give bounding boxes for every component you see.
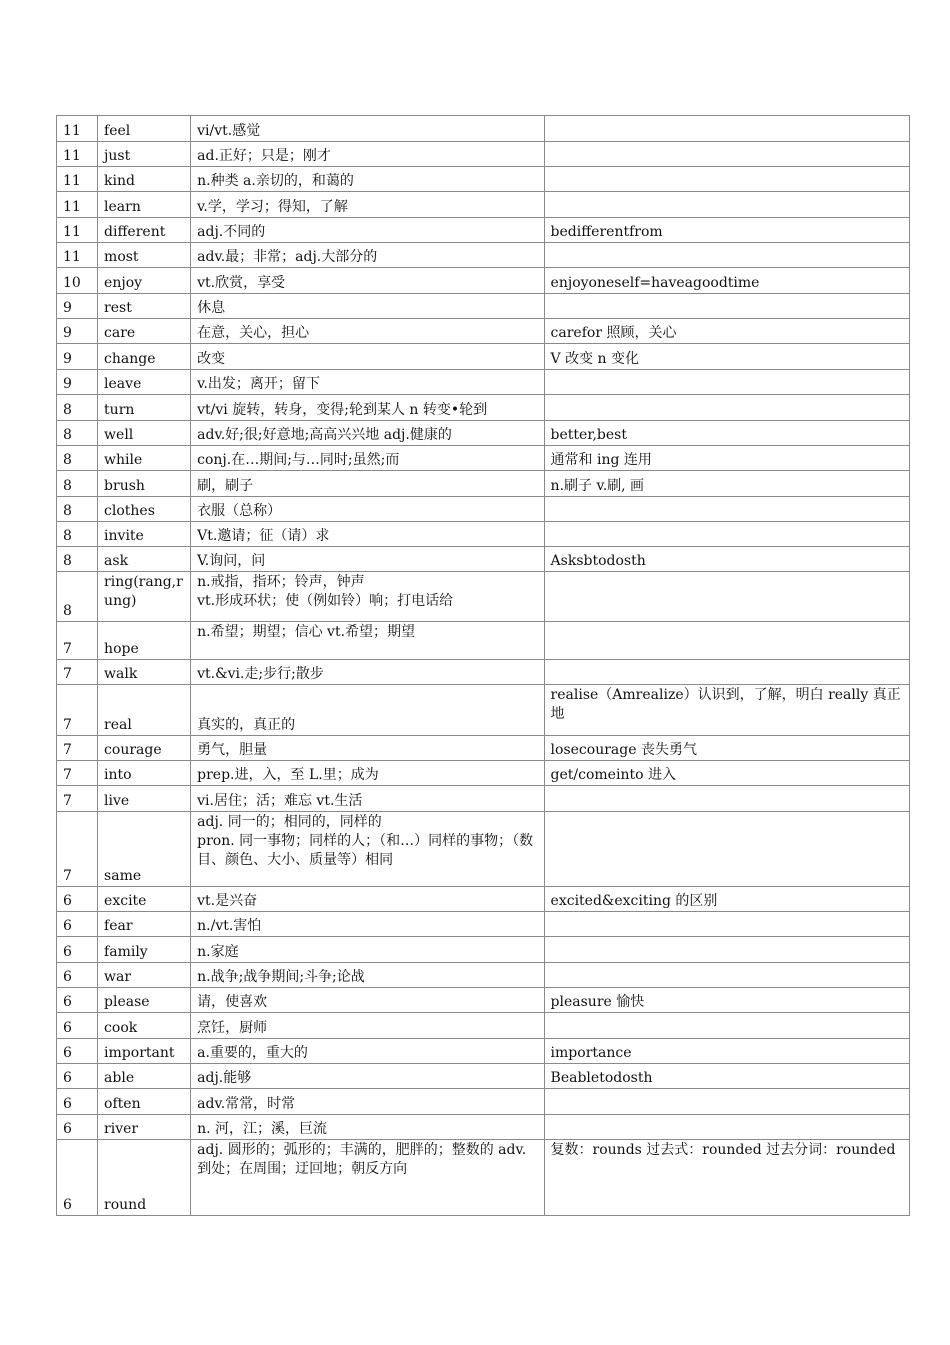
meaning-cell [191, 1039, 544, 1064]
note-cell [544, 294, 909, 319]
frequency-cell: 11 [57, 218, 98, 243]
word-cell: river [98, 1115, 191, 1140]
note-cell [544, 912, 909, 937]
frequency-cell: 6 [57, 988, 98, 1013]
vocabulary-table [56, 115, 910, 1216]
frequency-cell: 7 [57, 812, 98, 887]
table-row [57, 547, 910, 572]
meaning-line: v.出发；离开；留下 [197, 376, 320, 392]
note-line: carefor 照顾，关心 [550, 325, 677, 341]
meaning-cell [191, 622, 544, 660]
word-cell: brush [98, 471, 191, 497]
note-cell [544, 1013, 909, 1039]
note-cell [544, 660, 909, 685]
word-cell: able [98, 1064, 191, 1089]
word-cell: real [98, 685, 191, 736]
frequency-cell: 8 [57, 522, 98, 547]
word-cell: family [98, 937, 191, 963]
note-line: Beabletodosth [550, 1070, 653, 1086]
meaning-line: vi/vt.感觉 [197, 123, 261, 139]
frequency-cell: 6 [57, 912, 98, 937]
frequency-cell: 8 [57, 446, 98, 471]
meaning-line: v.学，学习；得知，了解 [197, 199, 348, 215]
meaning-line: Vt.邀请；征（请）求 [197, 528, 330, 544]
table-row [57, 1039, 910, 1064]
frequency-cell: 6 [57, 1013, 98, 1039]
table-row [57, 395, 910, 421]
note-line: Asksbtodosth [550, 553, 646, 569]
meaning-cell [191, 192, 544, 218]
meaning-line: adv.常常，时常 [197, 1096, 296, 1112]
table-row [57, 294, 910, 319]
note-cell [544, 1089, 909, 1115]
word-cell: learn [98, 192, 191, 218]
note-cell [544, 572, 909, 622]
frequency-cell: 11 [57, 192, 98, 218]
note-cell [544, 685, 909, 736]
word-cell: please [98, 988, 191, 1013]
meaning-line: a.重要的，重大的 [197, 1045, 308, 1061]
frequency-cell: 11 [57, 116, 98, 142]
meaning-line: adv.最；非常；adj.大部分的 [197, 249, 378, 265]
table-row [57, 572, 910, 622]
note-cell [544, 344, 909, 370]
note-line: n.刷子 v.刷, 画 [550, 478, 645, 494]
word-cell: often [98, 1089, 191, 1115]
meaning-cell [191, 142, 544, 167]
table-row [57, 522, 910, 547]
note-cell [544, 1039, 909, 1064]
frequency-cell: 9 [57, 370, 98, 395]
word-cell: just [98, 142, 191, 167]
frequency-cell: 6 [57, 937, 98, 963]
word-cell: leave [98, 370, 191, 395]
frequency-cell: 7 [57, 786, 98, 812]
table-row [57, 142, 910, 167]
frequency-cell: 7 [57, 761, 98, 786]
meaning-cell [191, 912, 544, 937]
meaning-line: vi.居住；活；难忘 vt.生活 [197, 793, 363, 809]
table-row [57, 761, 910, 786]
word-cell: care [98, 319, 191, 344]
word-cell: invite [98, 522, 191, 547]
note-cell [544, 1064, 909, 1089]
note-line: 通常和 ing 连用 [550, 452, 652, 468]
word-cell: turn [98, 395, 191, 421]
frequency-cell: 11 [57, 142, 98, 167]
table-row [57, 812, 910, 887]
table-row [57, 370, 910, 395]
table-row [57, 446, 910, 471]
note-line: V 改变 n 变化 [550, 351, 640, 367]
frequency-cell: 6 [57, 1115, 98, 1140]
meaning-cell [191, 446, 544, 471]
word-cell: excite [98, 887, 191, 912]
meaning-cell [191, 421, 544, 446]
note-cell [544, 192, 909, 218]
note-cell [544, 547, 909, 572]
table-row [57, 243, 910, 268]
meaning-line: n.种类 a.亲切的，和蔼的 [197, 173, 354, 189]
frequency-cell: 7 [57, 622, 98, 660]
note-cell [544, 268, 909, 294]
table-row [57, 192, 910, 218]
table-row [57, 218, 910, 243]
note-cell [544, 963, 909, 988]
word-cell: cook [98, 1013, 191, 1039]
meaning-line: adj.不同的 [197, 224, 266, 240]
meaning-cell [191, 218, 544, 243]
meaning-line: vt.形成环状；使（例如铃）响；打电话给 [197, 593, 454, 609]
meaning-line: 在意，关心，担心 [197, 325, 310, 341]
word-cell: into [98, 761, 191, 786]
word-cell: round [98, 1140, 191, 1216]
table-row [57, 497, 910, 522]
word-cell: clothes [98, 497, 191, 522]
word-cell: change [98, 344, 191, 370]
meaning-line: n.戒指，指环；铃声，钟声 [197, 574, 365, 590]
note-cell [544, 319, 909, 344]
meaning-cell [191, 685, 544, 736]
meaning-line: 改变 [197, 351, 226, 367]
meaning-cell [191, 497, 544, 522]
note-cell [544, 1115, 909, 1140]
meaning-line: 真实的，真正的 [197, 717, 296, 733]
frequency-cell: 10 [57, 268, 98, 294]
word-cell: ask [98, 547, 191, 572]
table-row [57, 622, 910, 660]
meaning-line: adj. 圆形的；弧形的；丰满的，肥胖的；整数的 adv. 到处；在周围；迂回地；朝反方向 [197, 1142, 527, 1177]
frequency-cell: 9 [57, 319, 98, 344]
table-row [57, 988, 910, 1013]
table-row [57, 685, 910, 736]
meaning-cell [191, 1115, 544, 1140]
frequency-cell: 7 [57, 660, 98, 685]
table-row [57, 319, 910, 344]
frequency-cell: 6 [57, 1064, 98, 1089]
frequency-cell: 8 [57, 572, 98, 622]
note-cell [544, 167, 909, 192]
meaning-line: prep.进，入，至 L.里；成为 [197, 767, 379, 783]
word-cell: important [98, 1039, 191, 1064]
meaning-cell [191, 1064, 544, 1089]
word-cell: well [98, 421, 191, 446]
meaning-line: adj. 同一的；相同的，同样的 [197, 814, 382, 830]
word-cell: courage [98, 736, 191, 761]
note-line: get/comeinto 进入 [550, 767, 676, 783]
meaning-line: n.希望；期望；信心 vt.希望；期望 [197, 624, 416, 640]
table-row [57, 1089, 910, 1115]
meaning-line: 请，使喜欢 [197, 994, 268, 1010]
meaning-line: n. 河，江；溪，巨流 [197, 1121, 328, 1137]
meaning-line: 勇气，胆量 [197, 742, 268, 758]
meaning-line: ad.正好；只是；刚才 [197, 148, 331, 164]
frequency-cell: 6 [57, 887, 98, 912]
meaning-cell [191, 471, 544, 497]
meaning-cell [191, 660, 544, 685]
table-row [57, 1064, 910, 1089]
meaning-line: V.询问，问 [197, 553, 266, 569]
meaning-line: n.战争;战争期间;斗争;论战 [197, 969, 365, 985]
table-row [57, 660, 910, 685]
table-row [57, 344, 910, 370]
meaning-line: 休息 [197, 300, 226, 316]
note-cell [544, 471, 909, 497]
table-row [57, 963, 910, 988]
note-line: enjoyoneself=haveagoodtime [550, 275, 760, 291]
meaning-cell [191, 268, 544, 294]
meaning-cell [191, 370, 544, 395]
table-row [57, 1013, 910, 1039]
meaning-cell [191, 395, 544, 421]
table-row [57, 268, 910, 294]
note-line: importance [550, 1045, 632, 1061]
note-cell [544, 812, 909, 887]
frequency-cell: 11 [57, 167, 98, 192]
word-cell: ring(rang,rung) [98, 572, 191, 622]
word-cell: walk [98, 660, 191, 685]
note-cell [544, 446, 909, 471]
note-cell [544, 142, 909, 167]
note-cell [544, 887, 909, 912]
note-line: realise（Amrealize）认识到，了解，明白 really 真正地 [550, 687, 901, 722]
meaning-cell [191, 116, 544, 142]
word-cell: live [98, 786, 191, 812]
meaning-line: 衣服（总称） [197, 503, 282, 519]
meaning-line: n.家庭 [197, 944, 239, 960]
table-row [57, 937, 910, 963]
note-cell [544, 497, 909, 522]
note-cell [544, 622, 909, 660]
frequency-cell: 6 [57, 1039, 98, 1064]
word-cell: most [98, 243, 191, 268]
frequency-cell: 8 [57, 395, 98, 421]
meaning-cell [191, 319, 544, 344]
table-row [57, 1140, 910, 1216]
table-row [57, 912, 910, 937]
table-row [57, 1115, 910, 1140]
meaning-cell [191, 736, 544, 761]
table-row [57, 167, 910, 192]
meaning-cell [191, 522, 544, 547]
meaning-cell [191, 812, 544, 887]
note-cell [544, 421, 909, 446]
meaning-line: 烹饪，厨师 [197, 1020, 268, 1036]
note-line: losecourage 丧失勇气 [550, 742, 697, 758]
meaning-cell [191, 167, 544, 192]
meaning-line: vt.&vi.走;步行;散步 [197, 666, 324, 682]
meaning-cell [191, 761, 544, 786]
note-cell [544, 243, 909, 268]
note-cell [544, 522, 909, 547]
table-row [57, 421, 910, 446]
frequency-cell: 8 [57, 547, 98, 572]
note-cell [544, 395, 909, 421]
note-cell [544, 937, 909, 963]
meaning-cell [191, 243, 544, 268]
note-line: bedifferentfrom [550, 224, 663, 240]
note-cell [544, 988, 909, 1013]
frequency-cell: 6 [57, 1089, 98, 1115]
word-cell: enjoy [98, 268, 191, 294]
note-line: pleasure 愉快 [550, 994, 645, 1010]
frequency-cell: 11 [57, 243, 98, 268]
meaning-cell [191, 1013, 544, 1039]
note-cell [544, 761, 909, 786]
word-cell: hope [98, 622, 191, 660]
word-cell: while [98, 446, 191, 471]
word-cell: kind [98, 167, 191, 192]
meaning-line: vt.是兴奋 [197, 893, 258, 909]
note-line: better,best [550, 427, 627, 443]
frequency-cell: 8 [57, 497, 98, 522]
note-cell [544, 370, 909, 395]
meaning-cell [191, 988, 544, 1013]
word-cell: different [98, 218, 191, 243]
table-row [57, 471, 910, 497]
meaning-cell [191, 344, 544, 370]
frequency-cell: 6 [57, 963, 98, 988]
meaning-line: pron. 同一事物；同样的人；（和…）同样的事物；（数目、颜色、大小、质量等）相同 [197, 833, 534, 868]
note-line: excited&exciting 的区别 [550, 893, 718, 909]
meaning-cell [191, 937, 544, 963]
word-cell: fear [98, 912, 191, 937]
table-row [57, 736, 910, 761]
meaning-line: adv.好;很;好意地;高高兴兴地 adj.健康的 [197, 427, 452, 443]
note-cell [544, 116, 909, 142]
meaning-cell [191, 547, 544, 572]
meaning-cell [191, 1140, 544, 1216]
meaning-line: conj.在…期间;与…同时;虽然;而 [197, 452, 400, 468]
frequency-cell: 7 [57, 685, 98, 736]
meaning-line: adj.能够 [197, 1070, 252, 1086]
meaning-cell [191, 294, 544, 319]
note-line: 复数：rounds 过去式：rounded 过去分词：rounded [550, 1142, 896, 1158]
meaning-cell [191, 1089, 544, 1115]
vocabulary-table-body [57, 116, 910, 1216]
word-cell: rest [98, 294, 191, 319]
table-row [57, 786, 910, 812]
frequency-cell: 7 [57, 736, 98, 761]
word-cell: war [98, 963, 191, 988]
frequency-cell: 8 [57, 421, 98, 446]
meaning-line: vt/vi 旋转，转身，变得;轮到某人 n 转变•轮到 [197, 402, 488, 418]
meaning-line: 刷，刷子 [197, 478, 254, 494]
frequency-cell: 6 [57, 1140, 98, 1216]
frequency-cell: 8 [57, 471, 98, 497]
frequency-cell: 9 [57, 294, 98, 319]
note-cell [544, 218, 909, 243]
note-cell [544, 736, 909, 761]
meaning-cell [191, 887, 544, 912]
table-row [57, 116, 910, 142]
frequency-cell: 9 [57, 344, 98, 370]
meaning-cell [191, 963, 544, 988]
word-cell: feel [98, 116, 191, 142]
meaning-line: vt.欣赏，享受 [197, 275, 286, 291]
table-row [57, 887, 910, 912]
note-cell [544, 1140, 909, 1216]
meaning-cell [191, 786, 544, 812]
note-cell [544, 786, 909, 812]
meaning-cell [191, 572, 544, 622]
meaning-line: n./vt.害怕 [197, 918, 262, 934]
word-cell: same [98, 812, 191, 887]
